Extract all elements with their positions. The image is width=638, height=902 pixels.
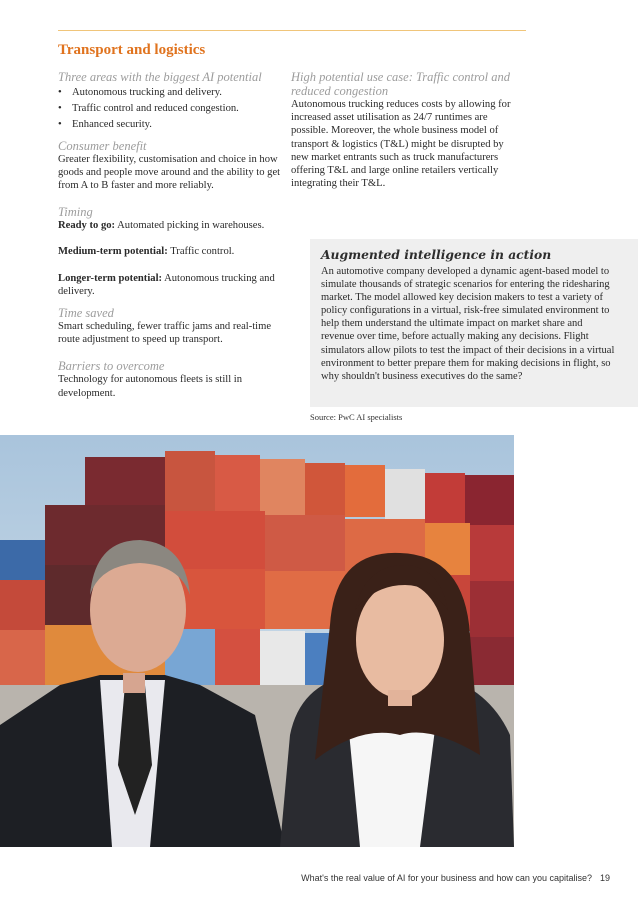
callout-title: Augmented intelligence in action [321, 247, 552, 262]
top-rule [58, 30, 526, 31]
timing-text: Autonomous trucking and delivery. [58, 272, 275, 297]
barriers-text: Technology for autonomous fleets is still in development. [58, 374, 243, 399]
left-column [58, 70, 288, 400]
timing-heading: Timing [58, 205, 93, 220]
timing-label: Medium-term potential: [58, 246, 168, 258]
page-footer [301, 873, 610, 883]
timing-item [58, 272, 288, 298]
timing-text: Traffic control. [167, 246, 235, 258]
photo-illustration [0, 435, 514, 847]
timing-text: Automated picking in warehouses. [115, 220, 265, 232]
list-item: • Enhanced security. [58, 117, 288, 133]
callout-text: An automotive company developed a dynamic agent-based model to simulate thousands of strategic scenarios for entering the ridesharing market. The model allowed key decision makers to test a variety of policy configurations in a virtual, risk-free simulated environment to help them understand the ultimate impact on market share and revenue over time, before actually making any decisions. Flight simulators allow pilots to test the impact of their decisions in a virtual environment to better prepare them for making decisions in flight, so why shouldn't business executives do the same? [321, 266, 615, 382]
right-column [291, 70, 513, 190]
callout-box [310, 239, 638, 407]
footer-text: What's the real value of AI for your business and how can you capitalise? [301, 873, 592, 883]
page-number: 19 [599, 873, 610, 883]
timing-item [58, 219, 288, 232]
areas-list [58, 85, 288, 134]
consumer-benefit-heading: Consumer benefit [58, 138, 147, 153]
business-people-photo [0, 435, 514, 847]
list-item: • Traffic control and reduced congestion. [58, 101, 288, 117]
barriers-heading: Barriers to overcome [58, 359, 165, 374]
consumer-benefit-text: Greater flexibility, customisation and choice in how goods and people move around and the ability to get from A to B faster and more reliably. [58, 153, 281, 192]
list-item: • Autonomous trucking and delivery. [58, 85, 288, 101]
timing-label: Longer-term potential: [58, 272, 163, 284]
section-title: Transport and logistics [58, 42, 206, 58]
timing-item [58, 245, 288, 258]
time-saved-heading: Time saved [58, 306, 114, 321]
areas-heading: Three areas with the biggest AI potential [58, 70, 262, 84]
timing-label: Ready to go: [58, 220, 116, 232]
use-case-heading: High potential use case: Traffic control and reduced congestion [291, 70, 510, 98]
source-note: Source: PwC AI specialists [310, 412, 403, 422]
time-saved-text: Smart scheduling, fewer traffic jams and real-time route adjustment to speed up transport. [58, 321, 272, 346]
use-case-text: Autonomous trucking reduces costs by allowing for increased asset utilisation as 24/7 runtimes are possible. Moreover, the whole business model of transport & logistics (T&L) might be disrupted by new market entrants such as truck manufacturers offering T&L and large online retailers vertically integrating their T&L. [291, 99, 511, 190]
